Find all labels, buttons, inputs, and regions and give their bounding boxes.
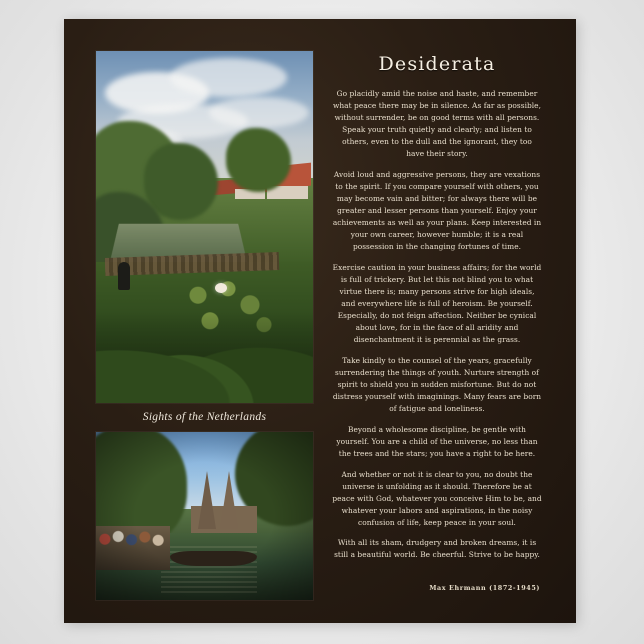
poem-stanza: Beyond a wholesome discipline, be gentle with yourself. You are a child of the universe, no less than the trees and the stars; you have a right to be here.	[336, 424, 538, 458]
poster-image-column	[64, 19, 316, 623]
poster-text-column	[316, 19, 576, 623]
poem-stanza: Exercise caution in your business affairs; for the world is full of trickery. But let this not blind you to what virtue there is; many persons strive for high ideals, and everywhere life is full of heroism. Be yourself. Especially, do not feign affection. Neither be cynical about love, for in the face of all aridity and disenchantment it is perennial as the grass.	[332, 262, 542, 344]
poem-stanza: Go placidly amid the noise and haste, and remember what peace there may be in silence. As far as possible, without surrender, be on good terms with all persons. Speak your truth quietly and clearly; and listen to others, even to the dull and the ignorant, they too have their story.	[332, 89, 542, 158]
poem-stanza: And whether or not it is clear to you, no doubt the universe is unfolding as it should. Therefore be at peace with God, whatever you conceive Him to be, and whatever your labors and aspirations, in the noisy confusion of life, keep peace in your soul.	[332, 469, 542, 527]
poem-attribution: Max Ehrmann (1872-1945)	[429, 584, 540, 593]
tree	[226, 128, 291, 191]
dutch-canal-village-photo	[96, 51, 313, 403]
poem-stanza: Take kindly to the counsel of the years, gracefully surrendering the things of youth. Nurture strength of spirit to shield you in sudden misfortune. But do not distress yourself with imaginings. Many fears are born of fatigue and loneliness.	[332, 355, 542, 413]
poem-stanza: Avoid loud and aggressive persons, they are vexations to the spirit. If you compare yourself with others, you may become vain and bitter; for always there will be greater and lesser persons than yourself. Enjoy your achievements as well as your plans. Keep interested in your own career, however humble; it is a real possession in the changing fortunes of time.	[332, 169, 542, 251]
vignette	[96, 432, 313, 600]
bruges-canal-photo	[96, 432, 313, 600]
foreground-foliage	[96, 311, 313, 403]
poster[interactable]	[64, 19, 576, 623]
poem-stanza: With all its sham, drudgery and broken dreams, it is still a beautiful world. Be cheerful. Strive to be happy.	[334, 538, 540, 560]
photo-caption: Sights of the Netherlands	[142, 411, 267, 423]
cloud	[209, 97, 309, 129]
person-silhouette	[118, 262, 130, 290]
poem-title: Desiderata	[378, 53, 496, 75]
cloud	[170, 58, 287, 97]
